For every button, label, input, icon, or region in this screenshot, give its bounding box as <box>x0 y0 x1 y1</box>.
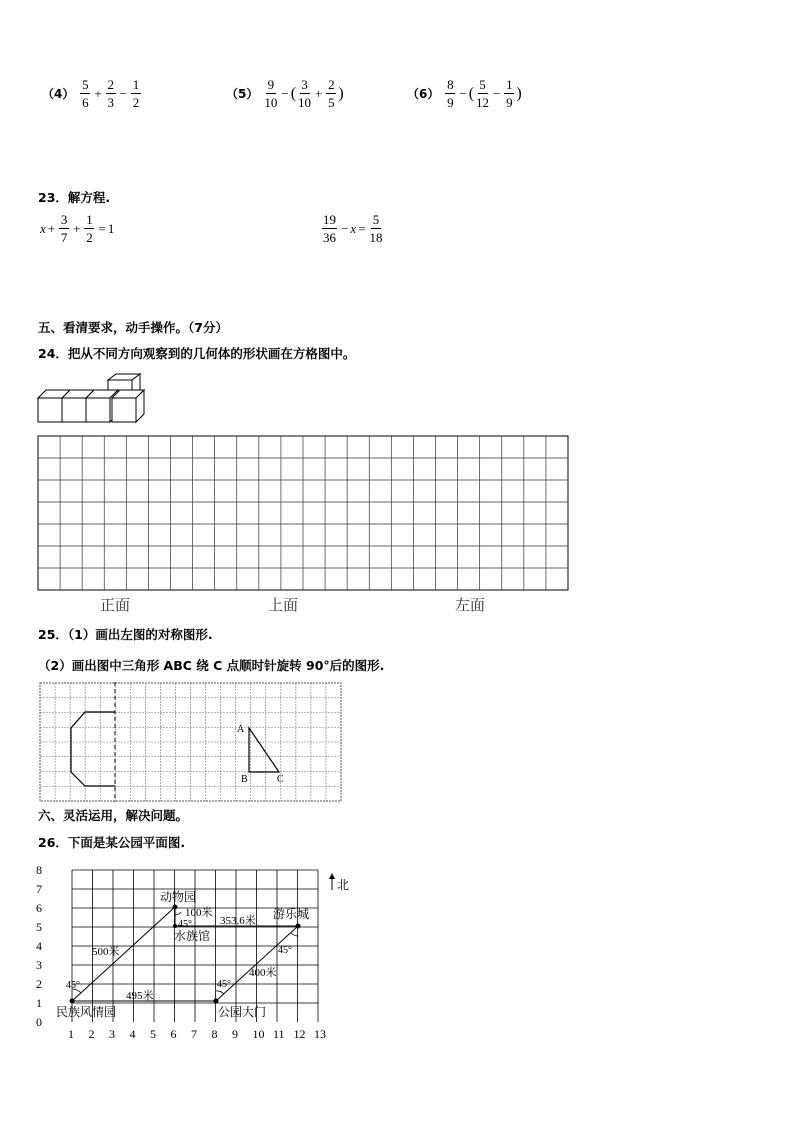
angle-arc <box>291 933 298 936</box>
x-tick-label: 6 <box>170 1027 177 1040</box>
y-tick-label: 5 <box>36 920 42 934</box>
operator: + <box>94 85 102 101</box>
section-6-title: 六、灵活运用，解决问题。 <box>38 808 189 823</box>
operator: − <box>341 220 349 236</box>
q25-title-1: 25．（1）画出左图的对称图形. <box>38 627 213 642</box>
fraction <box>80 78 90 109</box>
triangle-abc <box>249 728 279 772</box>
denominator: 3 <box>107 95 114 110</box>
left-paren: ( <box>290 84 297 102</box>
part-label: （5） <box>226 87 259 101</box>
denominator: 10 <box>264 95 278 110</box>
aquarium-point <box>173 924 177 928</box>
q22-part-6 <box>407 78 522 109</box>
fraction <box>298 78 311 109</box>
fraction <box>504 78 514 109</box>
operator: + <box>315 85 323 101</box>
section-5-title: 五、看清要求，动手操作。（7分） <box>38 320 228 335</box>
north-label: 北 <box>337 878 350 892</box>
x-tick-label: 13 <box>314 1027 326 1040</box>
y-tick-label: 1 <box>36 996 42 1010</box>
angle-arc <box>175 912 181 915</box>
operator: + <box>47 220 56 236</box>
fraction <box>322 213 337 244</box>
numerator: 1 <box>132 77 140 92</box>
numerator: 5 <box>82 77 89 92</box>
distance-400-label: 400米 <box>249 967 277 979</box>
left-paren: ( <box>468 84 475 102</box>
operator: − <box>281 85 289 101</box>
fraction <box>131 78 141 109</box>
angle-label-1: 45° <box>66 980 80 991</box>
numerator: 19 <box>323 212 336 227</box>
numerator: 5 <box>479 77 486 92</box>
operator: − <box>119 85 128 101</box>
x-tick-label: 12 <box>293 1027 306 1040</box>
q23-title: 23．解方程. <box>38 190 111 205</box>
angle-label-2: 45° <box>178 919 192 930</box>
fraction <box>326 78 336 109</box>
front-view-label: 正面 <box>100 596 131 614</box>
x-tick-label: 5 <box>150 1027 156 1040</box>
q25-title-2: （2）画出图中三角形 ABC 绕 C 点顺时针旋转 90°后的图形. <box>38 658 385 673</box>
q23-equation-1 <box>40 213 114 244</box>
denominator: 9 <box>447 95 454 110</box>
numerator: 2 <box>107 77 114 92</box>
equals: = <box>98 220 106 236</box>
q22-part-4 <box>42 78 143 109</box>
fraction <box>106 78 116 109</box>
left-view-label: 左面 <box>455 596 486 614</box>
y-tick-label: 6 <box>36 901 42 915</box>
distance-100-label: 100米 <box>185 907 213 919</box>
denominator: 5 <box>328 95 335 110</box>
denominator: 18 <box>369 230 383 245</box>
denominator: 7 <box>60 230 68 245</box>
top-view-label: 上面 <box>268 596 299 614</box>
denominator: 6 <box>82 95 89 110</box>
q26-title: 26．下面是某公园平面图. <box>38 835 186 850</box>
y-tick-label: 2 <box>36 977 42 991</box>
gate-label: 公园大门 <box>218 1005 267 1019</box>
zoo-point <box>173 905 178 910</box>
numerator: 3 <box>301 77 308 92</box>
x-tick-label: 8 <box>211 1027 218 1040</box>
y-tick-label: 4 <box>36 939 42 953</box>
q23-equation-2 <box>320 213 384 244</box>
route-folk-zoo <box>72 907 175 1001</box>
point-a-label: A <box>237 724 245 735</box>
y-tick-label: 0 <box>36 1015 42 1029</box>
denominator: 9 <box>506 95 513 110</box>
y-tick-label: 8 <box>36 863 42 877</box>
part-label: （6） <box>407 87 440 101</box>
point-c-label: C <box>277 774 284 785</box>
denominator: 2 <box>86 230 93 245</box>
x-tick-label: 7 <box>191 1027 197 1040</box>
x-tick-label: 11 <box>273 1027 285 1040</box>
numerator: 5 <box>372 212 380 227</box>
x-tick-label: 4 <box>129 1027 136 1040</box>
amusement-point <box>296 924 301 929</box>
denominator: 12 <box>476 95 490 110</box>
x-tick-label: 3 <box>109 1027 115 1040</box>
rhs: 1 <box>107 220 115 236</box>
cube-solid-figure <box>36 372 156 424</box>
y-tick-label: 3 <box>36 958 42 972</box>
denominator: 10 <box>298 95 312 110</box>
numerator: 1 <box>506 77 513 92</box>
fraction <box>369 213 382 244</box>
denominator: 36 <box>323 230 336 245</box>
folk-garden-point <box>70 999 75 1004</box>
operator: − <box>493 85 501 101</box>
park-map <box>30 858 370 1040</box>
angle-label-3: 45° <box>217 979 231 990</box>
angle-label-4: 45° <box>278 945 292 956</box>
x-tick-label: 10 <box>252 1027 265 1040</box>
variable-x: x <box>40 220 46 236</box>
gate-point <box>214 999 219 1004</box>
y-tick-label: 7 <box>36 882 42 896</box>
half-shape <box>71 712 115 786</box>
distance-495-label: 495米 <box>126 990 154 1002</box>
aquarium-label: 水族馆 <box>174 929 211 943</box>
q25-grid[interactable] <box>39 682 342 802</box>
north-arrowhead-icon <box>329 873 335 879</box>
point-b-label: B <box>241 774 248 785</box>
right-paren: ) <box>338 84 344 102</box>
angle-arc <box>216 991 224 994</box>
fraction <box>84 213 94 244</box>
equals: = <box>358 220 366 236</box>
variable-x: x <box>350 220 357 236</box>
numerator: 1 <box>86 212 93 227</box>
fraction <box>264 78 277 109</box>
x-tick-label: 2 <box>88 1027 95 1040</box>
right-paren: ) <box>516 84 522 102</box>
numerator: 9 <box>267 77 275 92</box>
fraction <box>445 78 455 109</box>
x-tick-label: 9 <box>232 1027 238 1040</box>
amusement-label: 游乐城 <box>273 907 310 921</box>
distance-500-label: 500米 <box>92 946 120 958</box>
numerator: 8 <box>447 77 454 92</box>
part-label: （4） <box>42 87 75 101</box>
operator: − <box>459 85 467 101</box>
q22-part-5 <box>226 78 344 109</box>
operator: + <box>73 220 81 236</box>
fraction <box>476 78 489 109</box>
distance-353-label: 353.6米 <box>220 915 256 927</box>
folk-garden-label: 民族风情园 <box>56 1005 117 1019</box>
fraction <box>59 213 69 244</box>
numerator: 3 <box>60 212 68 227</box>
q24-title: 24．把从不同方向观察到的几何体的形状画在方格图中。 <box>38 346 356 361</box>
q24-answer-grid[interactable] <box>37 435 569 591</box>
x-tick-label: 1 <box>68 1027 74 1040</box>
numerator: 2 <box>328 77 335 92</box>
zoo-label: 动物园 <box>160 890 197 904</box>
denominator: 2 <box>132 95 140 110</box>
